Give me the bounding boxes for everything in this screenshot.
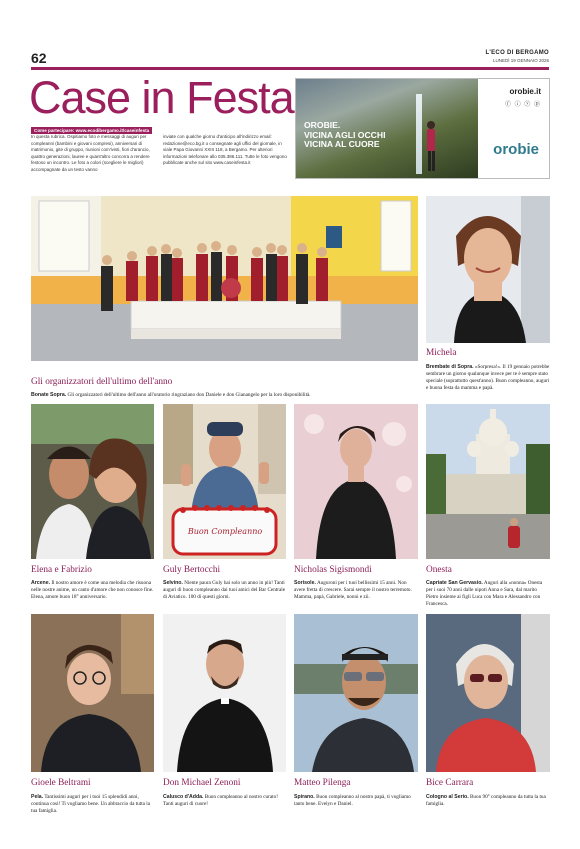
entry-name: Matteo Pilenga [294,778,351,788]
entry-message: Tantissimi auguri per i tuoi 15 splendidi anni, continua così! Ti vogliamo bene. Un abbraccio da tutta la tua famiglia. [31,794,150,814]
entry-name: Michela [426,348,457,358]
entry-text [294,580,418,601]
don-michael-photo [163,614,286,772]
don-michael-portrait [163,614,286,772]
participate-link[interactable]: Come partecipare: www.ecodibergamo.it/caseinfesta [31,127,152,134]
entry-place: Sorisole. [294,580,316,586]
couple-portrait [31,404,154,559]
matteo-photo [294,614,418,772]
ad-headline-line-2: VICINA AGLI OCCHI [304,129,386,140]
page-number: 62 [31,50,47,66]
entry-place: Pela. [31,794,44,800]
entry-message: Buon compleanno al nostro curato! Tanti auguri di cuore! [163,794,278,807]
entry-place: Arcene. [31,580,51,586]
header-rule [31,67,549,70]
entry-name: Guly Bertocchi [163,565,221,575]
entry-name: Nicholas Sigismondi [294,565,372,575]
onesta-photo [426,404,550,559]
entry-place: Brembate di Sopra. [426,364,474,370]
entry-text [294,794,418,808]
masthead [485,50,549,63]
entry-text [31,580,154,601]
issue-date: LUNEDÌ 19 GENNAIO 2026 [492,58,549,63]
ad-waterfall [416,94,422,174]
matteo-portrait [294,614,418,772]
entry-message: Gli organizzatori dell'ultimo dell'anno all'oratorio ringraziano don Daniele e don Gianangelo per la loro disponibilità. [67,392,311,398]
newspaper-name: L'ECO DI BERGAMO [485,50,549,56]
orobie-advertisement[interactable] [295,78,550,179]
entry-text [426,794,550,808]
entry-text [163,580,286,601]
bice-portrait [426,614,550,772]
entry-name: Bice Carrara [426,778,474,788]
nicholas-portrait [294,404,418,559]
guly-portrait-with-cake [163,404,286,559]
entry-name: Onesta [426,565,452,575]
entry-message: Auguri alla «nonna» Onesta per i suoi 70 anni dalle nipoti Anna e Sara, dal marito Pietro insieme ai figli Luca con Mara e Alessandro con Francesca. [426,580,543,607]
entry-text [31,392,418,399]
entry-text [426,580,550,608]
entry-name: Elena e Fabrizio [31,565,92,575]
entry-message: «Sorpresa!». Il 19 gennaio potrebbe sembrare un giorno qualunque invece per te è sempre stato speciale (soprattutto quest'anno). Buon compleanno, auguri e buona festa da mamma e papà. [426,364,550,391]
michela-portrait [426,196,550,343]
entry-text [426,364,550,392]
nicholas-photo [294,404,418,559]
ad-brand-logo: orobie [493,141,539,158]
entry-message: Il nostro amore è come una melodia che risuona nelle nostre anime, un canto d'amore che non conosce fine. Elena, amore buon 18° anniversario. [31,580,154,600]
ad-hiker-figure [424,119,438,175]
entry-name: Gli organizzatori dell'ultimo dell'anno [31,377,173,387]
intro-column-2: inviate con qualche giorno d'anticipo all'indirizzo email: redazione@eco.bg.it o consegnate agli uffici del giornale, in viale Papa Giovanni XXIII 118, a Bergamo. Per ulteriori informazioni telefonare allo 035.386.111. Tutte le foto vengono pubblicate anche sul sito www.caseinfesta.it [163,134,287,166]
entry-place: Selvino. [163,580,183,586]
gioele-photo [31,614,154,772]
gioele-portrait [31,614,154,772]
entry-place: Spirano. [294,794,315,800]
section-title: Case in Festa [29,72,294,123]
michela-photo [426,196,550,343]
onesta-sacre-coeur [426,404,550,559]
ad-headline-line-1: OROBIE. [304,120,341,130]
entry-name: Don Michael Zenoni [163,778,241,788]
guly-photo [163,404,286,559]
entry-message: Niente paura Guly hai solo un anno in più! Tanti auguri di buon compleanno dai tuoi amici del Bar Centrale di Aviatico. 100 di questi giorni. [163,580,286,600]
group-photo-illustration [31,196,418,361]
entry-name: Gioele Beltrami [31,778,91,788]
entry-message: Buon 90° compleanno da tutta la tua famiglia. [426,794,546,807]
ad-site: orobie.it [509,87,541,96]
entry-place: Cologno al Serio. [426,794,469,800]
cake-text: Buon Compleanno [187,527,263,536]
entry-message: Auguroni per i tuoi bellissimi 15 anni. Non avere fretta di crescere. Sarai sempre il nostro terremoto. Mamma, papà, Gabriele, nonni e zii. [294,580,412,600]
entry-place: Capriate San Gervasio. [426,580,483,586]
entry-text [31,794,154,815]
bice-photo [426,614,550,772]
intro-column-1: In questa rubrica. Ospitiamo foto e messaggi di auguri per compleanni (bambini e giovani compresi), anniversari di matrimonio, gite di gruppo, riunioni com'ivisti, fiori d'arancio, quattro generazioni, lauree e quant'altro concorra a rendere festoso un incontro. Le foto a colori (scegliere le migliori) accompagnate da un testo vanno [31,134,150,172]
ad-headline-line-3: VICINA AL CUORE [304,139,380,150]
elena-fabrizio-photo [31,404,154,559]
entry-place: Calusco d'Adda. [163,794,204,800]
group-photo [31,196,418,361]
entry-text [163,794,286,808]
entry-place: Bonate Sopra. [31,392,67,398]
ad-headline [304,121,385,150]
entry-message: Buon compleanno al nostro papà, ti vogliamo tanto bene. Evelyn e Daniel. [294,794,411,807]
ad-social-icons: ⓕ ⓘ ⓨ ⓟ [504,102,541,108]
